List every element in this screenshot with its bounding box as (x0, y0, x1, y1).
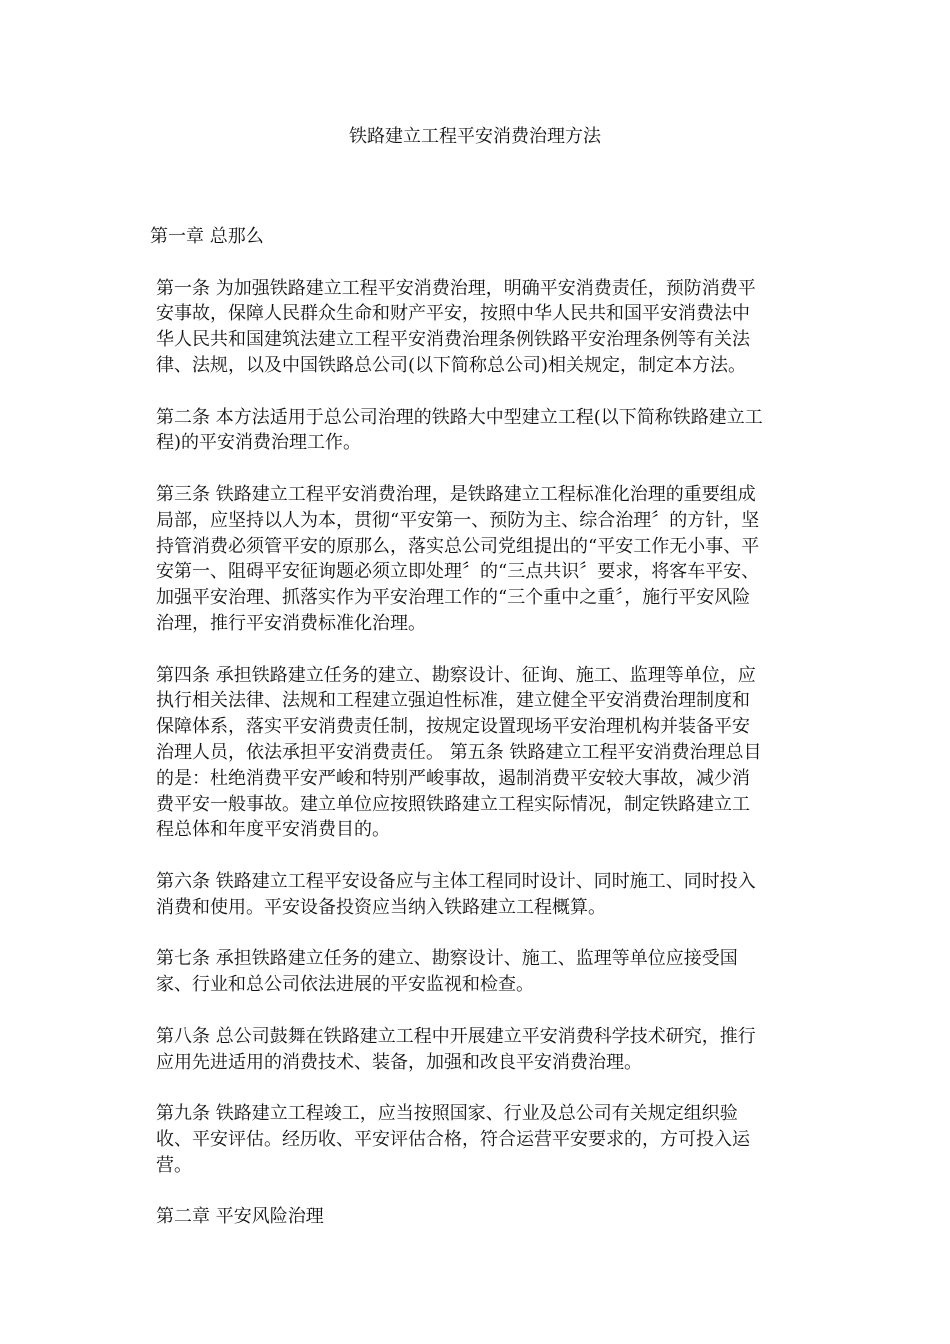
text-line: 华人民共和国建筑法建立工程平安消费治理条例铁路平安治理条例等有关法 (156, 329, 750, 351)
text-line: 费平安一般事故。建立单位应按照铁路建立工程实际情况，制定铁路建立工 (156, 793, 750, 815)
article-paragraph (150, 663, 800, 844)
document-body (150, 224, 800, 1256)
text-line: 第一条 为加强铁路建立工程平安消费治理，明确平安消费责任，预防消费平 (156, 277, 756, 299)
text-line: 程总体和年度平安消费目的。 (156, 819, 390, 841)
article-paragraph (150, 276, 800, 379)
chapter-heading (150, 1204, 800, 1230)
article-paragraph (150, 1024, 800, 1076)
text-line: 第九条 铁路建立工程竣工，应当按照国家、行业及总公司有关规定组织验 (156, 1103, 738, 1125)
text-line: 加强平安治理、抓落实作为平安治理工作的“三个重中之重〞，施行平安风险 (156, 587, 751, 609)
text-line: 第二章 平安风险治理 (156, 1206, 324, 1228)
text-line: 消费和使用。平安设备投资应当纳入铁路建立工程概算。 (156, 896, 606, 918)
chapter-heading (150, 224, 800, 250)
text-line: 保障体系，落实平安消费责任制，按规定设置现场平安治理机构并装备平安 (156, 716, 750, 738)
text-line: 安事故，保障人民群众生命和财产平安，按照中华人民共和国平安消费法中 (156, 303, 750, 325)
text-line: 治理人员，依法承担平安消费责任。 第五条 铁路建立工程平安消费治理总目 (156, 741, 762, 763)
text-line: 第三条 铁路建立工程平安消费治理，是铁路建立工程标准化治理的重要组成 (156, 483, 756, 505)
article-paragraph (150, 405, 800, 457)
text-line: 执行相关法律、法规和工程建立强迫性标准，建立健全平安消费治理制度和 (156, 690, 750, 712)
text-line: 应用先进适用的消费技术、装备，加强和改良平安消费治理。 (156, 1051, 642, 1073)
text-line: 第八条 总公司鼓舞在铁路建立工程中开展建立平安消费科学技术研究，推行 (156, 1025, 756, 1047)
text-line: 安第一、阻碍平安征询题必须立即处理〞的“三点共识〞要求，将客车平安、 (156, 561, 760, 583)
article-paragraph (150, 1101, 800, 1178)
article-paragraph (150, 946, 800, 998)
text-line: 程)的平安消费治理工作。 (156, 432, 362, 454)
text-line: 律、法规，以及中国铁路总公司(以下简称总公司)相关规定，制定本方法。 (156, 354, 747, 376)
text-line: 第七条 承担铁路建立任务的建立、勘察设计、施工、监理等单位应接受国 (156, 948, 738, 970)
text-line: 的是：杜绝消费平安严峻和特别严峻事故，遏制消费平安较大事故，减少消 (156, 767, 750, 789)
text-line: 第四条 承担铁路建立任务的建立、勘察设计、征询、施工、监理等单位，应 (156, 664, 756, 686)
text-line: 治理，推行平安消费标准化治理。 (156, 612, 426, 634)
text-line: 家、行业和总公司依法进展的平安监视和检查。 (156, 974, 534, 996)
document-title: 铁路建立工程平安消费治理方法 (349, 126, 601, 147)
article-paragraph (150, 869, 800, 921)
text-line: 第六条 铁路建立工程平安设备应与主体工程同时设计、同时施工、同时投入 (156, 870, 756, 892)
text-line: 持管消费必须管平安的原那么，落实总公司党组提出的“平安工作无小事、平 (156, 535, 760, 557)
text-line: 局部，应坚持以人为本，贯彻“平安第一、预防为主、综合治理〞的方针，坚 (156, 509, 760, 531)
text-line: 收、平安评估。经历收、平安评估合格，符合运营平安要求的，方可投入运 (156, 1128, 750, 1150)
article-paragraph (150, 482, 800, 637)
text-line: 营。 (156, 1154, 192, 1176)
text-line: 第一章 总那么 (150, 226, 264, 247)
text-line: 第二条 本方法适用于总公司治理的铁路大中型建立工程(以下简称铁路建立工 (156, 406, 763, 428)
